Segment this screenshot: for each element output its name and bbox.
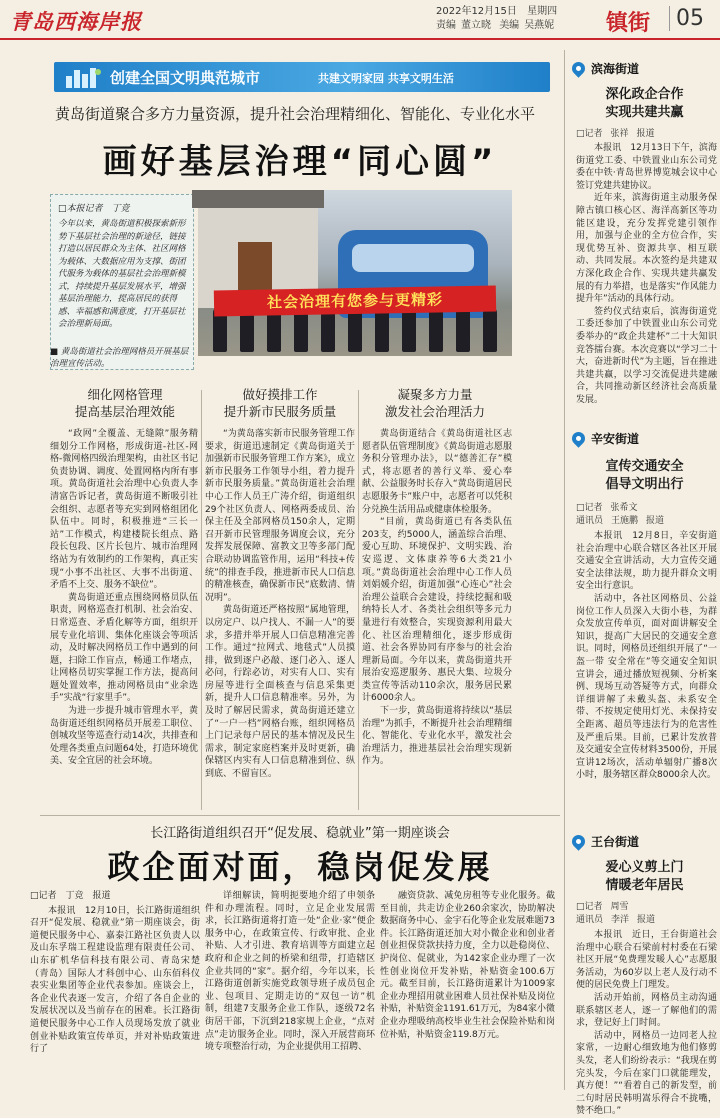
masthead <box>0 0 720 40</box>
section-2-paragraph: 黄岛街道还严格按照“属地管理，以房定户、以户找人、不漏一人”的要求，多措并举开展人口信息精准完善工作。通过“拉网式、地毯式”人员摸排，做到逐户必敲、逐门必入、逐人必问，行踪必访，对实有人口、实有房屋等进行全面核查与信息采集更新，提升人口信息精准率。另外，为及时了解居民需求，黄岛街道还建立了“一户一档”网格台账，组织网格员上门记录每户居民的基本情况及民生需求，制定家庭档案并及时更新，确保辖区内实有人口信息精准到位、纵到底、不留盲区。 <box>205 605 355 780</box>
location-pin-icon <box>569 429 587 447</box>
second-deck: 长江路街道组织召开“促发展、稳就业”第一期座谈会 <box>150 826 450 841</box>
second-column-3 <box>380 890 555 1095</box>
sidebar-divider <box>564 50 565 1090</box>
issue-date: 2022年12月15日 <box>436 6 517 17</box>
sidebar-story-binhai <box>572 60 717 405</box>
story-divider <box>40 815 560 816</box>
second-paragraph: 融资贷款、减免房租等专业化服务。截至目前，共走访企业260余家次，协助解决数据商务中心、金宇石化等企业发展难题73件。长江路街道还加大对小微企业和创业者创业担保贷款扶持力度，全力以赴稳岗位、护岗位、促就业，为142家企业办理了一次性创业岗位开发补贴，补贴资金100.6万元。截至目前，长江路街道累计为1009家企业办理招用就业困难人员社保补贴及岗位补贴，补贴资金1191.61万元，为84家小微企业办理吸纳高校毕业生社会保险补贴和岗位补贴，补贴资金119.8万元。 <box>380 891 555 1040</box>
location-pin-icon <box>569 832 587 850</box>
sidebar-byline: □记者 张希文 通讯员 王施鹏 报道 <box>576 503 665 526</box>
second-byline: □记者 丁竞 报道 <box>30 891 111 901</box>
section-2-title: 做好摸排工作 提升新市民服务质量 <box>223 387 337 419</box>
column-divider <box>201 390 202 810</box>
column-divider <box>358 390 359 810</box>
section-3-paragraph: 下一步，黄岛街道将持续以“基层治理”为抓手，不断提升社会治理精细化、智能化、专业化水平，激发社会治理活力，推进基层社会治理实现新作为。 <box>362 706 512 767</box>
lead-deck: 黄岛街道聚合多方力量资源，提升社会治理精细化、智能化、专业化水平 <box>54 105 535 123</box>
sidebar-story-xinan <box>572 430 717 825</box>
sidebar-byline: □记者 张祥 报道 <box>576 129 655 139</box>
lead-intro-text: 今年以来，黄岛街道积极探索新形势下基层社会治理的新途径，链接打造以居民群众为主体、社区网格为载体、大数据应用为支撑、街团代服务为载体的基层社会治理新模式，持续提升基层发展水平，增强基层治理能力，提高居民的获得感、幸福感和满意度，打开基层社会治理新局面。 <box>58 219 186 329</box>
editor-name: 董立晓 <box>461 20 491 31</box>
banner-main-text: 创建全国文明典范城市 <box>110 69 261 87</box>
sidebar-body: 本报讯 近日，王台街道社会治理中心联合石梁前村村委在石梁社区开展“免费理发暖人心”志愿服务活动，为60岁以上老人及行动不便的居民免费上门理发。 活动开始前，网格员主动沟通联系辖区老人，逐一了解他们的需求，登记好上门时间。 活动中，网格员一边同老人拉家常，一边耐心细致地为他们修剪头发，老人们纷纷表示：“我现在剪完头发，今后在家门口就能理发，真方便！”“看着自己的新发型，前二句时居民韩明嵩乐得合不拢嘴，赞不绝口。” <box>576 930 717 1117</box>
section-3-title: 凝聚多方力量 激发社会治理活力 <box>384 387 485 419</box>
lead-intro-box <box>50 194 194 370</box>
section-2-paragraph: “为黄岛落实新市民服务管理工作要求，街道迅速制定《黄岛街道关于加强新市民服务管理工作方案》，成立新市民服务工作领导小组，着力提升新市民服务质量。”黄岛街道社会治理中心工作人员王广涛介绍，街道组织29个社区负责人、网格两委成员、治保主任及全部网格员150余人，定期召开新市民管理服务调度会议，充分发挥发展保障、富教文卫等多部门配合联动协调监管作用，运用“科技+传统”的排查手段，推进新市民人口信息的精准核查，确保新市民“底数清、情况明”。 <box>205 429 355 603</box>
campaign-banner <box>54 62 550 92</box>
editor-label: 责编 <box>436 20 456 31</box>
second-column-2 <box>205 890 375 1095</box>
section-3-paragraph: “目前，黄岛街道已有各类队伍203支，约5000人，涵盖综合治理、爱心互助、环境保护、文明实践、治安巡逻、文体康养等6大类21小项。”黄岛街道社会治理中心工作人员刘娟媛介绍，街道加强“心连心”社会治理公益联合会建设，持续挖掘和吸纳特长人才、各类社会组织等多元力量进行有效整合，实现资源利用最大化、社区治理精细化，逐步形成街道、社会各界协同有序参与的社会治理新局面。今年以来，黄岛街道共开展治安巡逻服务、惠民大集、垃圾分类宣传等活动110余次，服务居民累计6000余人。 <box>362 517 512 704</box>
sidebar-title: 深化政企合作 实现共建共赢 <box>605 87 684 120</box>
lead-photo-caption: ■ 黄岛街道社会治理网格员开展基层治理宣传活动。 <box>50 347 189 369</box>
section-3-paragraph: 黄岛街道结合《黄岛街道社区志愿者队伍管理制度》《黄岛街道志愿服务积分管理办法》，以“德善汇存”模式，将志愿者的善行义举、爱心奉献、公益服务时长存入“黄岛街道居民志愿服务卡”账户中，志愿者可以凭积分兑换生活用品或健康体检服务。 <box>362 429 512 515</box>
designer-label: 美编 <box>499 20 520 31</box>
issue-weekday: 星期四 <box>527 6 558 17</box>
sidebar-body: 本报讯 12月8日，辛安街道社会治理中心联合辖区各社区开展交通安全宣讲活动，大力宣传交通安全法律法规，助力提升群众文明安全出行意识。 活动中，各社区网格员、公益岗位工作人员深入大街小巷，为群众发放宣传单页，面对面讲解安全知识，提高广大居民的交通安全意识。同时，网格员还组织开展了“一盔一带 安全常在”等交通安全知识宣讲会，通过播放短视频、分析案例、现场互动答疑等方式，向群众详细讲解了未戴头盔、未系安全带、不按规定使用灯光、未保持安全距离、超员等违法行为的危害性及严重后果。目前，已累计发放普及交通安全宣传材料3500份，开展宣讲12场次，活动单辐射广播8次小时，服务辖区群众8000余人次。 <box>576 531 717 781</box>
sidebar-body: 本报讯 12月13日下午，滨海街道党工委、中铁置业山东公司党委在中铁·青岛世界博览城会议中心签订党建共建协议。 近年来，滨海街道主动服务保障古镇口核心区、海洋高新区等功能区建设，充分发挥党建引领作用，加强与企业的全方位合作，实现优势互补、资源共享、相互联动、共同发展。本次签约是共建双方深化政企合作、实现共建共赢发展的有力举措，也是落实“作风能力提升年”活动的具体行动。 签约仪式结束后，滨海街道党工委还参加了中铁置业山东公司党委举办的“政企共建杯”二十大知识竞答擂台赛。本次竞赛以“学习二十大，奋进新时代”为主题，旨在推进共建共赢，以学习交流促进共建融合，共同推动新区经济社会高质量发展。 <box>576 143 717 405</box>
sidebar-story-wangtai <box>572 833 717 1117</box>
section-name: 镇街 <box>606 11 651 36</box>
second-paragraph: 详细解读，简明扼要地介绍了申领条件和办理流程。同时，立足企业发展需求，长江路街道将打造一处“企业·家”便企服务中心，在政策宣传、行政审批、企业补贴、人才引进、教育培训等方面建立起政府和企业之间的桥梁和纽带，打造辖区企业共同的“家”。据介绍，今年以来，长江路街道创新实施党政领导班子成员包企业、包项目、定期走访的“双包一访”机制，组建7支服务企业工作队，逐级72名街居干部，下沉到218家规上企业，“点对点”走访服务企业。同时，深入开展营商环境专项整治行动，为企业提供用工招聘、 <box>205 891 375 1053</box>
section-1-body <box>50 428 198 810</box>
section-2-body <box>205 428 355 810</box>
sidebar-title: 爱心义剪上门 情暖老年居民 <box>605 860 684 893</box>
lead-byline: □本报记者 丁竞 <box>58 204 130 214</box>
lead-headline: 画好基层治理“同心圆” <box>102 142 498 182</box>
sidebar-title: 宣传交通安全 倡导文明出行 <box>605 459 684 492</box>
sidebar-location: 辛安街道 <box>572 430 639 450</box>
paper-name: 青岛西海岸报 <box>10 9 142 34</box>
page-number: 05 <box>669 6 704 31</box>
second-paragraph: 本报讯 12月10日，长江路街道组织召开“促发展、稳就业”第一期座谈会，街道便民服务中心、嘉泰江路社区负责人以及山东孚瑞工程建设监理有限责任公司、山东矿机华信科技有限公司、青岛宋楚（青岛）国际人才科创中心、山东佰科仪表实业集团等企业代表参加。座谈会上，各企业代表逐一发言，介绍了各自企业的发展状况以及当前存在的困难。长江路街道便民服务中心工作人员现场发放了就业创业补贴政策宣传单页，并对补贴政策进行了 <box>30 905 200 1055</box>
section-1-title: 细化网格管理 提高基层治理效能 <box>74 387 175 419</box>
sidebar-location: 王台街道 <box>572 833 639 853</box>
banner-sub-text: 共建文明家园 共享文明生活 <box>318 72 454 85</box>
section-1-paragraph: 黄岛街道还重点围绕网格员队伍职责，网格巡查打机制、社会治安、日常巡查、矛盾化解等方面，组织开展专业化培训、集体化座谈会等项活动，及时解决网格员工作中遇到的问题，扫除工作盲点，畅通工作堵点，让网格员切实掌握工作方法，提高问题处置效率，推动网格员由“业余选手”实战“行家里手”。 <box>50 592 198 704</box>
lead-photo <box>198 190 512 356</box>
skyline-icon <box>64 66 102 88</box>
section-1-paragraph: “政网”全覆盖、无缝隙”服务精细划分工作网格，形成街道-社区-网格-微网格四级治理架构，由社区书记负责协调、调度、处置网格内所有事项。黄岛街道社会治理中心负责人李清富告诉记者，黄岛街道不断吸引社会组织、志愿者等充实到网格组团化队伍中。同时，积极推进“三长一站”工作模式，构建楼院长组点、路段长包段、区片长包片、城市治理网络站为有效制约的工作架构，真正实现“小事不出社区、大事不出街道、矛盾不上交、服务不缺位”。 <box>50 429 198 591</box>
section-3-body <box>362 428 512 810</box>
location-pin-icon <box>569 59 587 77</box>
sidebar-byline: □记者 周雪 通讯员 李洋 报道 <box>576 902 656 925</box>
second-headline: 政企面对面，稳岗促发展 <box>107 848 493 886</box>
photo-red-banner: 社会治理有您参与更精彩 <box>214 286 496 317</box>
second-column-1 <box>30 890 200 1095</box>
designer-name: 吴燕妮 <box>524 20 555 31</box>
section-1-paragraph: 为进一步提升城市管理水平，黄岛街道还组织网格员开展差工职位、创城攻坚等巡查行动14次，共排查和处理各类重点问题64处，打造环境优美、安全宜居的社会环境。 <box>50 706 198 767</box>
sidebar-location: 滨海街道 <box>572 60 639 80</box>
